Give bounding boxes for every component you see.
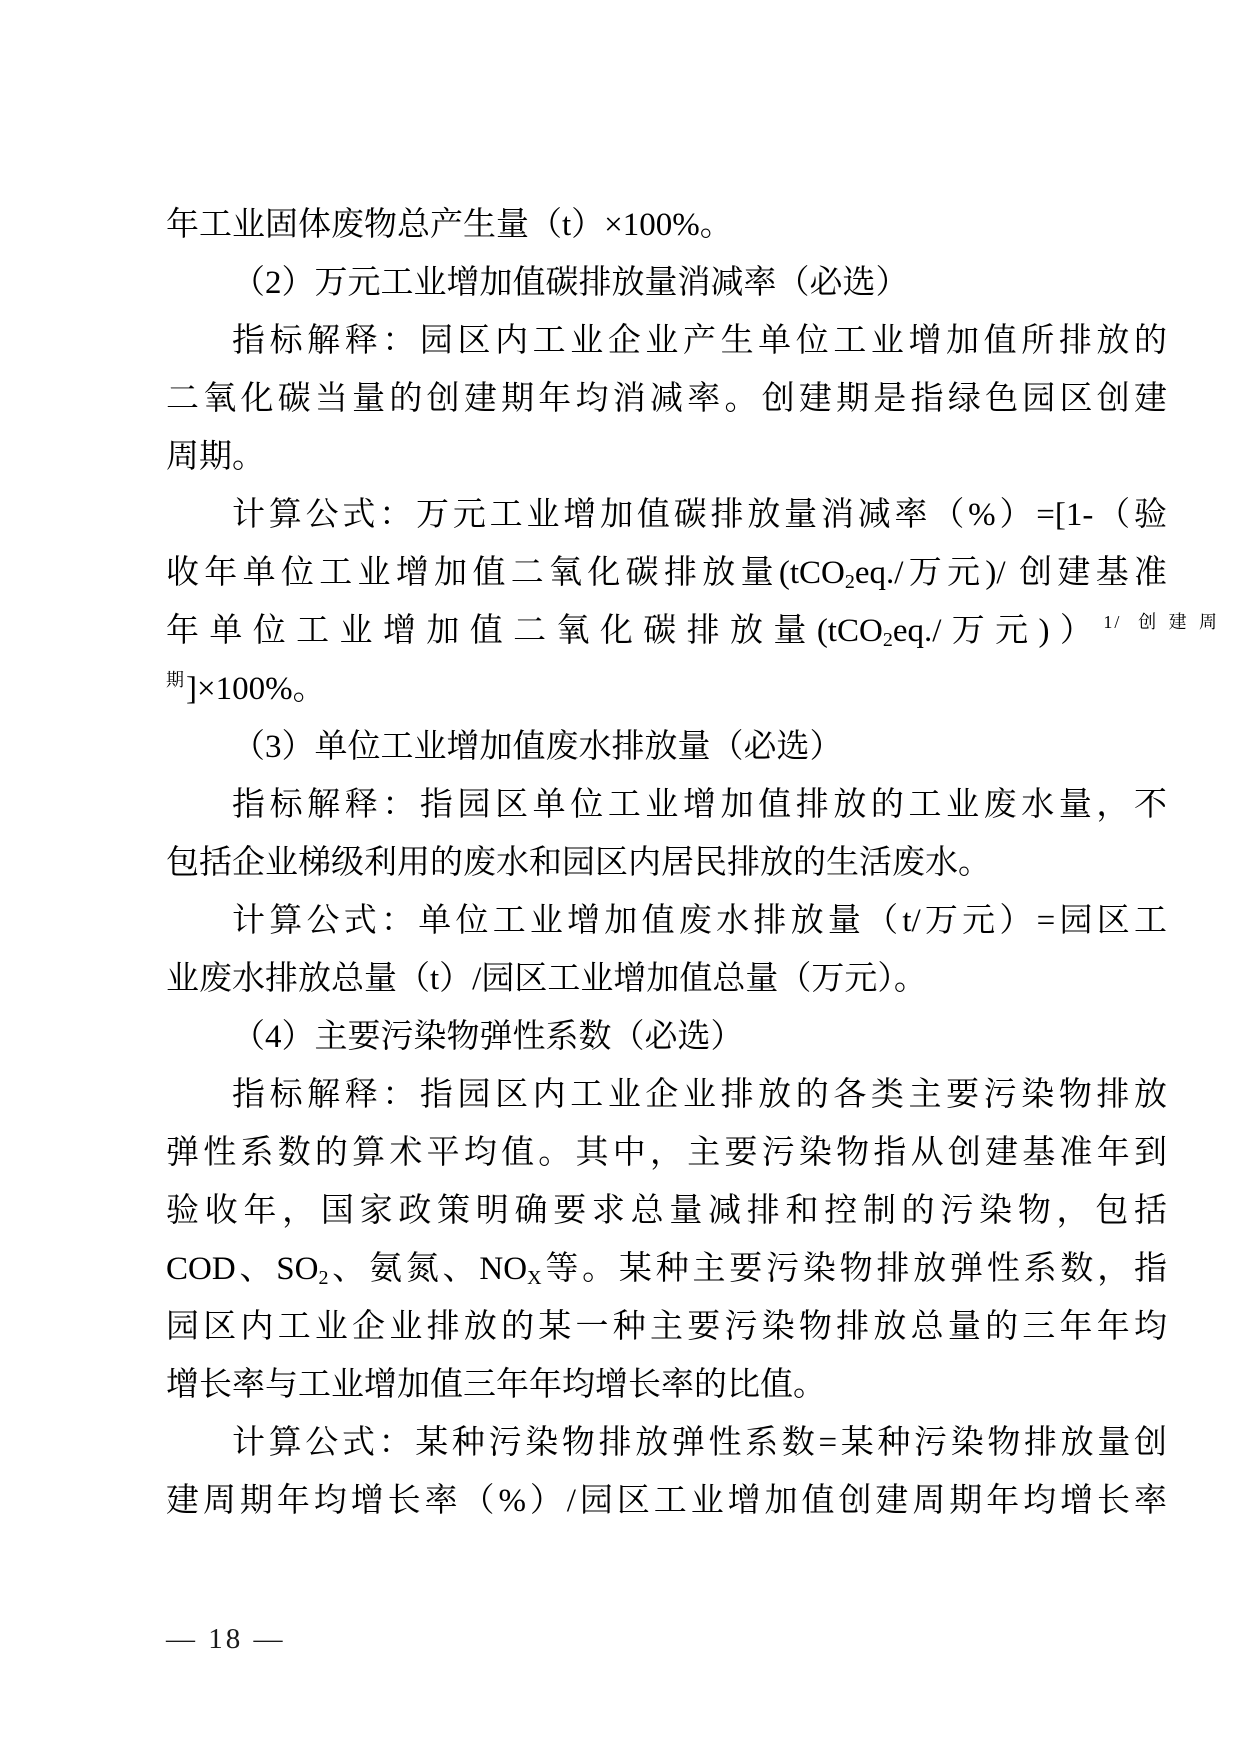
text-segment: 等。某种主要污染物排放弹性系数，指 xyxy=(541,1251,1168,1287)
text-line xyxy=(166,1356,1167,1414)
text-line xyxy=(166,718,1167,776)
text-line xyxy=(166,834,1167,892)
text-line xyxy=(166,486,1167,544)
text-line xyxy=(166,1472,1167,1530)
text-segment: （4）主要污染物弹性系数（必选） xyxy=(232,1019,744,1055)
text-line xyxy=(166,428,1167,486)
text-line xyxy=(166,1124,1167,1182)
text-line xyxy=(166,196,1167,254)
text-line xyxy=(166,776,1167,834)
subscript: 2 xyxy=(882,629,893,651)
text-segment: 收年单位工业增加值二氧化碳排放量(tCO xyxy=(166,555,845,591)
text-segment: 包括企业梯级利用的废水和园区内居民排放的生活废水。 xyxy=(166,845,991,881)
superscript: 期 xyxy=(166,670,186,690)
text-line xyxy=(166,1182,1167,1240)
subscript: 2 xyxy=(844,571,855,593)
text-line xyxy=(166,602,1219,660)
page-number: — 18 — xyxy=(166,1623,286,1655)
text-line xyxy=(166,892,1167,950)
text-segment: 增长率与工业增加值三年年均增长率的比值。 xyxy=(166,1367,826,1403)
text-segment: 二氧化碳当量的创建期年均消减率。创建期是指绿色园区创建 xyxy=(166,381,1167,417)
text-line xyxy=(166,660,1167,718)
text-segment: 指标解释：指园区单位工业增加值排放的工业废水量，不 xyxy=(232,787,1167,823)
superscript: 1/ 创建周 xyxy=(1103,612,1219,632)
text-segment: 计算公式：万元工业增加值碳排放量消减率（%）=[1-（验 xyxy=(232,497,1167,533)
text-line xyxy=(166,1298,1167,1356)
text-segment: 建周期年均增长率（%）/园区工业增加值创建周期年均增长率 xyxy=(166,1483,1167,1519)
text-line xyxy=(166,1240,1167,1298)
text-segment: 计算公式：某种污染物排放弹性系数=某种污染物排放量创 xyxy=(232,1425,1167,1461)
text-segment: （2）万元工业增加值碳排放量消减率（必选） xyxy=(232,265,909,301)
text-segment: 业废水排放总量（t）/园区工业增加值总量（万元）。 xyxy=(166,961,927,997)
text-line xyxy=(166,544,1167,602)
text-segment: eq./万元)） xyxy=(892,613,1104,649)
subscript: X xyxy=(527,1267,542,1289)
text-line xyxy=(166,370,1167,428)
text-segment: COD、SO xyxy=(166,1251,319,1287)
text-segment: 年工业固体废物总产生量（t）×100%。 xyxy=(166,207,733,243)
text-line xyxy=(166,1066,1167,1124)
subscript: 2 xyxy=(318,1267,329,1289)
text-line xyxy=(166,312,1167,370)
text-segment: 验收年，国家政策明确要求总量减排和控制的污染物，包括 xyxy=(166,1193,1167,1229)
text-segment: 园区内工业企业排放的某一种主要污染物排放总量的三年年均 xyxy=(166,1309,1167,1345)
text-segment: 、氨氮、NO xyxy=(328,1251,528,1287)
text-line xyxy=(166,1008,1167,1066)
text-segment: 周期。 xyxy=(166,439,265,475)
text-segment: 年单位工业增加值二氧化碳排放量(tCO xyxy=(166,613,883,649)
text-line xyxy=(166,1414,1167,1472)
text-segment: 弹性系数的算术平均值。其中，主要污染物指从创建基准年到 xyxy=(166,1135,1167,1171)
text-segment: （3）单位工业增加值废水排放量（必选） xyxy=(232,729,843,765)
body-text xyxy=(166,196,1219,1530)
text-segment: eq./万元)/ 创建基准 xyxy=(854,555,1167,591)
text-line xyxy=(166,254,1167,312)
text-segment: ]×100%。 xyxy=(186,671,326,707)
text-segment: 指标解释：园区内工业企业产生单位工业增加值所排放的 xyxy=(232,323,1167,359)
text-line xyxy=(166,950,1167,1008)
text-segment: 指标解释：指园区内工业企业排放的各类主要污染物排放 xyxy=(232,1077,1167,1113)
text-segment: 计算公式：单位工业增加值废水排放量（t/万元）=园区工 xyxy=(232,903,1167,939)
